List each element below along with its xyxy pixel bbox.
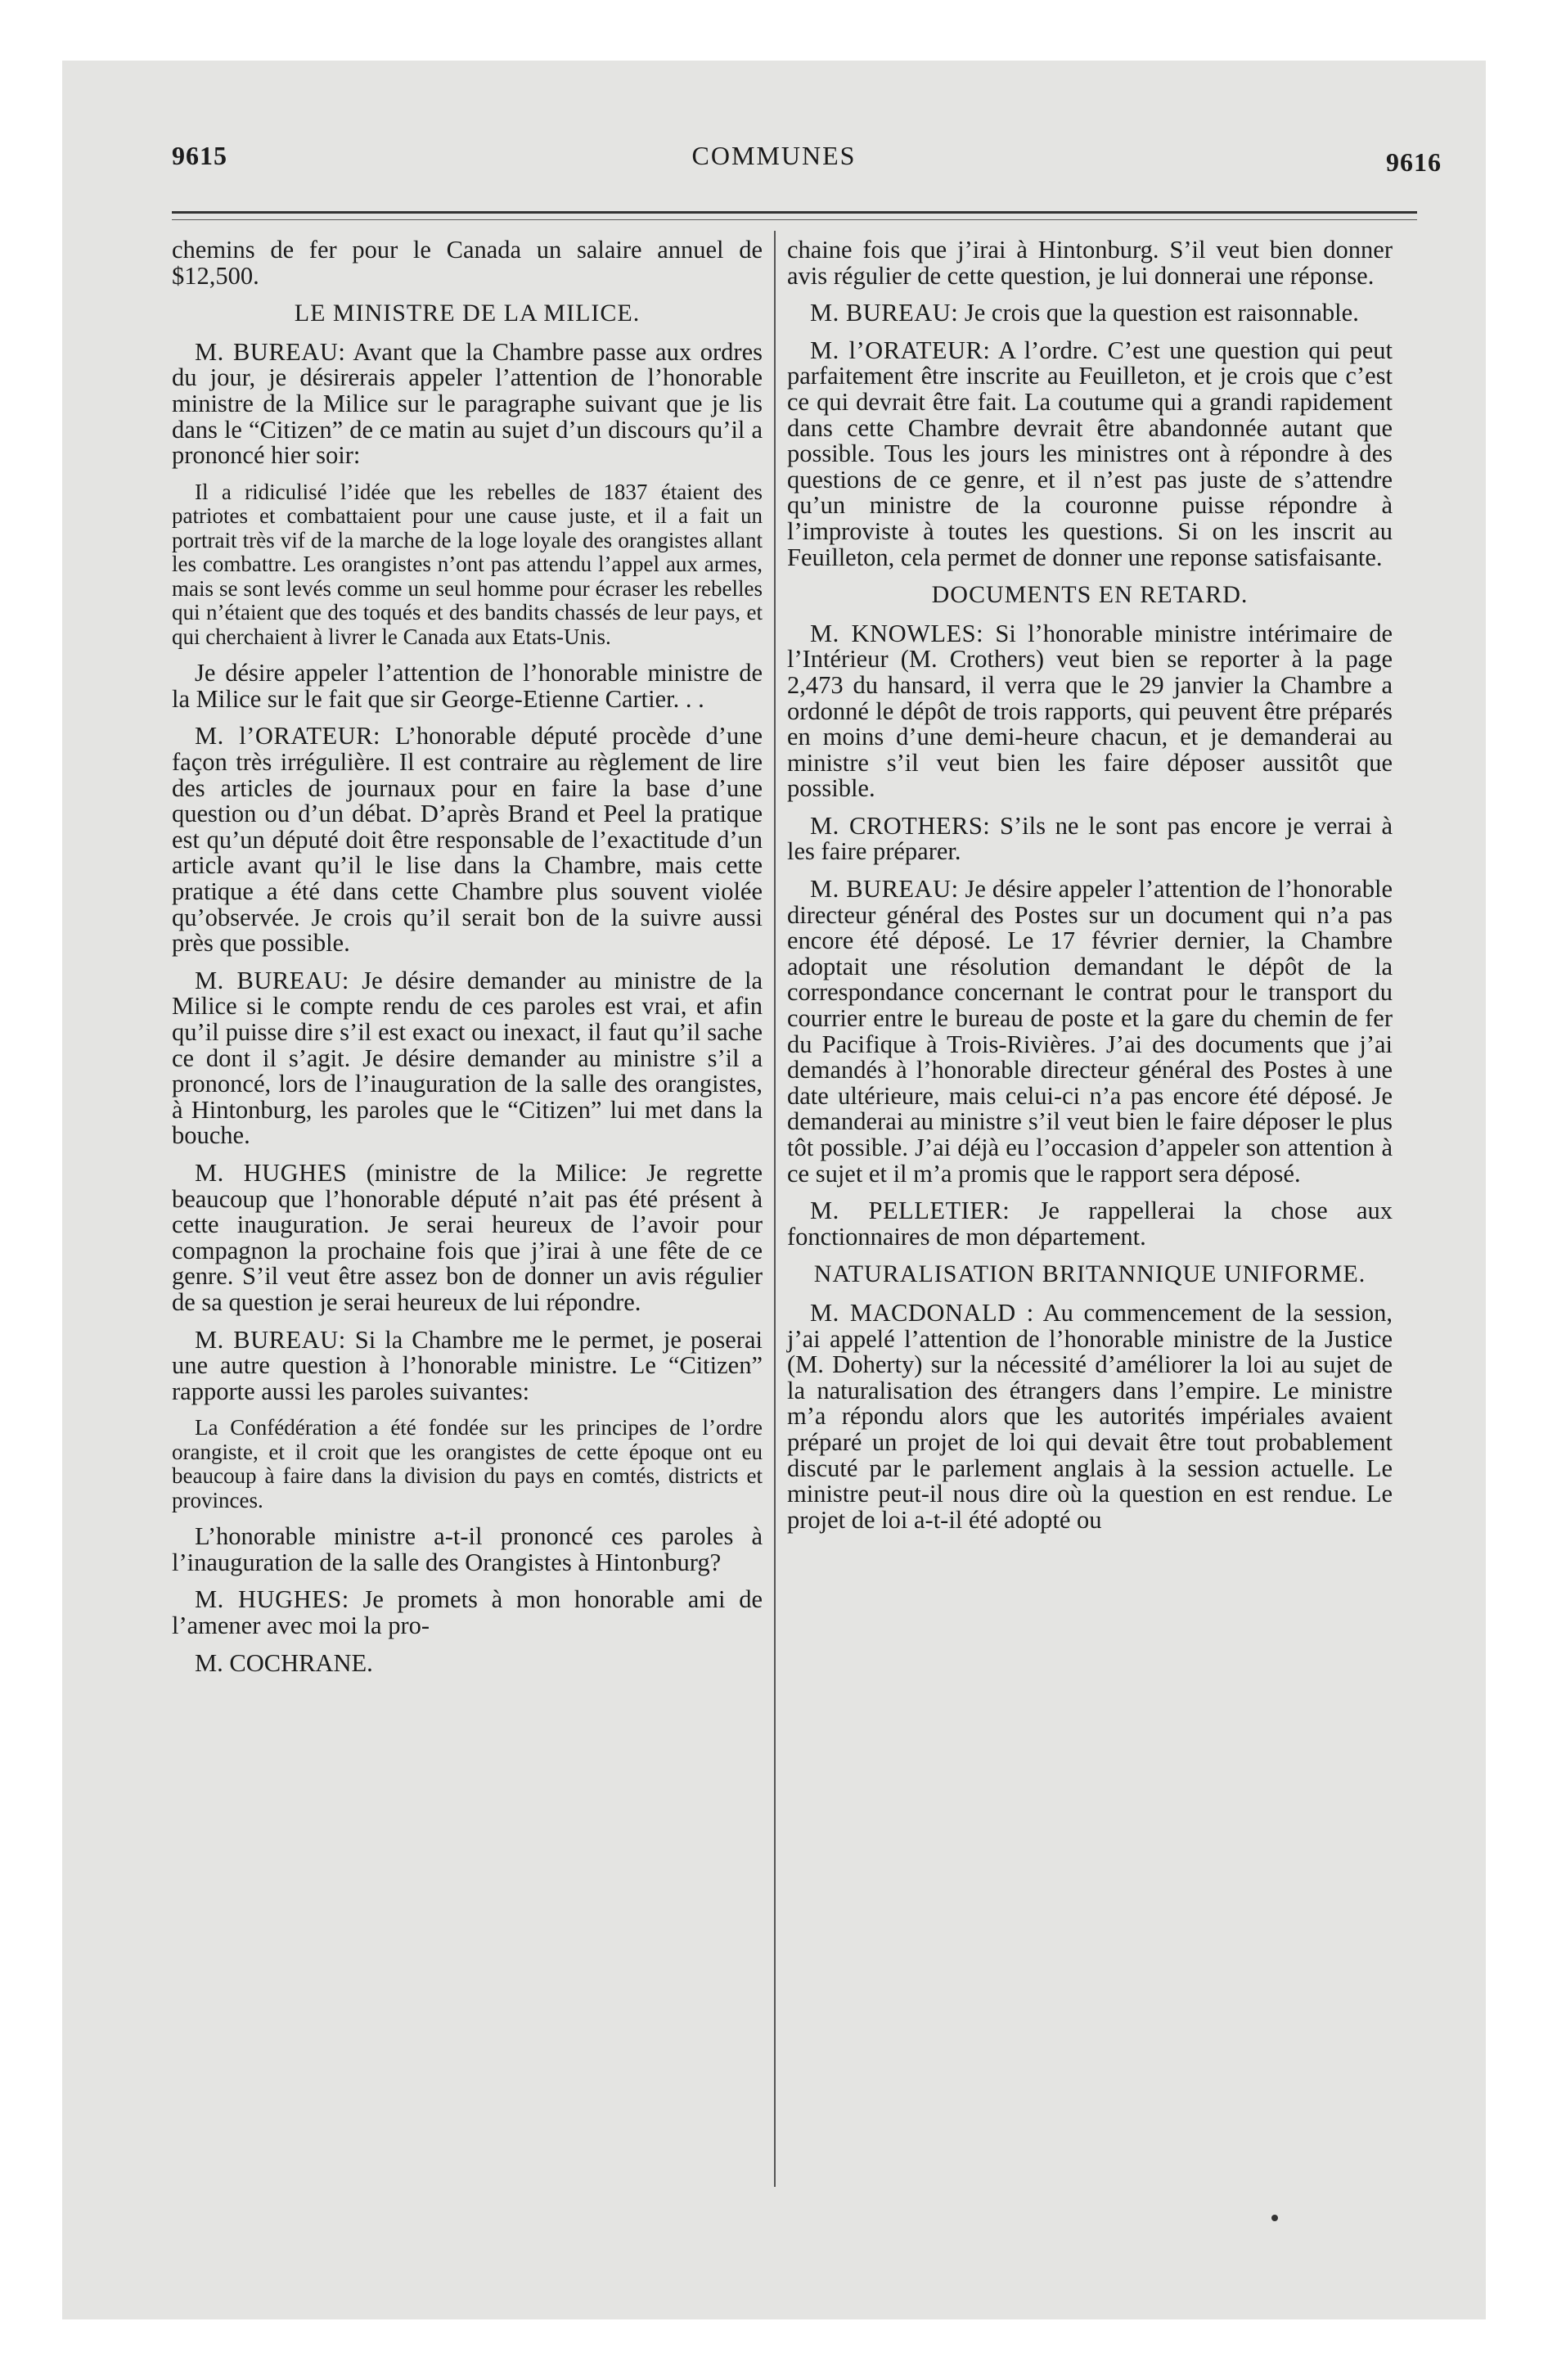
speech-text: Au commencement de la session, j’ai appelé l’attention de l’honorable ministre de la Justice (M. Doherty) sur la nécessité d’améliorer la loi au sujet de la naturalisation des étrangers dans l’empire. Le ministre m’a répondu alors que les autorités impériales avaient préparé un projet de loi qui devait être tout probablement discuté par le parlement anglais à la session actuelle. Le ministre peut-il nous dire où la question en est rendue. Le projet de loi a-t-il été adopté ou [787, 1298, 1393, 1534]
speech-text: Avant que la Chambre passe aux ordres du jour, je désirerais appeler l’attention de l’honorable ministre de la Milice sur le paragraphe suivant que je lis dans le “Citizen” de ce matin au sujet d’un discours qu’il a prononcé hier soir: [172, 337, 763, 470]
speech-text: Je désire appeler l’attention de l’honorable directeur général des Postes sur un document qui n’a pas encore été déposé. Le 17 février dernier, la Chambre adoptait une résolution demandant le dépôt de la correspondance concernant le contrat pour le transport du courrier entre le bureau de poste et la gare du chemin de fer du Pacifique à Trois-Rivières. J’ai des documents que j’ai demandés à l’honorable directeur général des Postes à une date ultérieure, mais celui-ci n’a pas encore été déposé. Je demanderai au ministre s’il veut bien le faire déposer le plus tôt possible. J’ai déjà eu l’occasion d’appeler son attention à ce sujet et il m’a promis que le rapport sera déposé. [787, 875, 1393, 1188]
paragraph: Je désire appeler l’attention de l’honorable ministre de la Milice sur le fait que sir George-Etienne Cartier. . . [172, 659, 763, 713]
speaker-name: M. BUREAU: [195, 966, 349, 994]
page-header [106, 137, 1442, 187]
page-number-right: 9616 [1386, 147, 1442, 177]
paragraph [787, 338, 1393, 570]
section-heading: DOCUMENTS EN RETARD. [931, 581, 1249, 609]
speaker-name: M. CROTHERS: [810, 811, 991, 840]
section-heading: LE MINISTRE DE LA MILICE. [294, 300, 641, 327]
right-column [787, 237, 1393, 1544]
running-title: COMMUNES [691, 141, 857, 170]
left-column [172, 237, 763, 1688]
paragraph [172, 723, 763, 956]
speech-text: S’ils ne le sont pas encore je verrai à les faire préparer. [787, 811, 1393, 866]
speaker-name: M. HUGHES: [195, 1585, 349, 1614]
paragraph [172, 1587, 763, 1639]
paragraph [787, 300, 1393, 327]
speech-text: L’honorable député procède d’une façon très irrégulière. Il est contraire au règlement de lire des articles de journaux pour en faire la base d’une question ou d’un débat. D’après Brand et Peel la pratique est qu’un député doit être responsable de l’exactitude d’un article avant qu’il le lise dans la Chambre, mais cette pratique a été dans cette Chambre plus souvent violée qu’observée. Je crois qu’il serait bon de la suivre aussi près que possible. [172, 722, 763, 958]
speech-text: Si l’honorable ministre intérimaire de l’Intérieur (M. Crothers) veut bien se reporter à la page 2,473 du hansard, il verra que le 29 janvier la Chambre a ordonné le dépôt de trois rapports, qui peuvent être préparés en moins d’une demi-heure chacun, et je demanderai au ministre s’il veut bien les faire déposer aussitôt que possible. [787, 619, 1393, 803]
column-divider [774, 231, 776, 2187]
paragraph: chemins de fer pour le Canada un salaire annuel de $12,500. [172, 236, 763, 290]
speaker-name: M. BUREAU: [810, 299, 959, 327]
speech-text: Je promets à mon honorable ami de l’amener avec moi la pro- [172, 1585, 763, 1640]
paragraph [787, 1300, 1393, 1533]
paragraph [172, 337, 763, 470]
ink-speck [1271, 2215, 1278, 2221]
speech-text: Si la Chambre me le permet, je poserai une autre question à l’honorable ministre. Le “Citizen” rapporte aussi les paroles suivantes: [172, 1325, 763, 1405]
paragraph [172, 968, 763, 1149]
paragraph: chaine fois que j’irai à Hintonburg. S’il veut bien donner avis régulier de cette question, je lui donnerai une réponse. [787, 236, 1393, 290]
header-rule-thick [172, 211, 1417, 214]
speech-text: (ministre de la Milice: Je regrette beaucoup que l’honorable député n’ait pas été présent à cette inauguration. Je serai heureux de l’avoir pour compagnon la prochaine fois que j’irai à une fête de ce genre. S’il veut être assez bon de donner un avis régulier de sa question je serai heureux de lui répondre. [172, 1158, 763, 1316]
speech-text: Je désire demander au ministre de la Milice si le compte rendu de ces paroles est vrai, et afin qu’il puisse dire s’il est exact ou inexact, il faut qu’il sache ce dont il s’agit. Je désire demander au ministre s’il a prononcé, lors de l’inauguration de la salle des orangistes, à Hintonburg, les paroles que le “Citizen” lui met dans la bouche. [172, 966, 763, 1150]
speaker-name: M. KNOWLES: [810, 619, 984, 647]
speaker-name: M. l’ORATEUR: [810, 336, 991, 364]
paragraph [172, 1158, 763, 1316]
paragraph [787, 621, 1393, 802]
speaker-name: M. MACDONALD : [810, 1298, 1034, 1327]
speech-text: A l’ordre. C’est une question qui peut parfaitement être inscrite au Feuilleton, et je crois que c’est ce qui devrait être fait. La coutume qui a grandi rapidement dans cette Chambre devrait être abandonnée autant que possible. Tous les jours les ministres ont à répondre à des questions de ce genre, et il n’est pas juste de s’attendre qu’un ministre de la couronne puisse répondre à l’improviste à toutes les questions. Si on les inscrit au Feuilleton, cela permet de donner une reponse satisfaisante. [787, 336, 1393, 571]
quoted-passage: La Confédération a été fondée sur les principes de l’ordre orangiste, et il croit que les orangistes de cette époque ont eu beaucoup à faire dans la division du pays en comtés, districts et provinces. [172, 1415, 763, 1512]
page-number-left: 9615 [172, 141, 227, 170]
page-signature: M. COCHRANE. [195, 1648, 373, 1677]
speaker-name: M. BUREAU: [195, 1325, 346, 1354]
speaker-name: M. BUREAU: [195, 337, 346, 366]
paragraph: L’honorable ministre a-t-il prononcé ces paroles à l’inauguration de la salle des Orangistes à Hintonburg? [172, 1522, 763, 1576]
section-heading: NATURALISATION BRITANNIQUE UNIFORME. [813, 1260, 1366, 1288]
header-rule-thin [172, 219, 1417, 220]
speaker-name: M. l’ORATEUR: [195, 722, 380, 751]
quoted-passage: Il a ridiculisé l’idée que les rebelles de 1837 étaient des patriotes et combattaient pour une cause juste, et il a fait un portrait très vif de la marche de la loge loyale des orangistes allant les combattre. Les orangistes n’ont pas attendu l’appel aux armes, mais se sont levés comme un seul homme pour écraser les rebelles qui n’étaient que des toqués et des bandits chassés de leur pays, et qui cherchaient à livrer le Canada aux Etats-Unis. [172, 479, 763, 649]
speech-text: Je crois que la question est raisonnable. [964, 299, 1359, 327]
paragraph [787, 877, 1393, 1187]
paragraph [787, 811, 1393, 866]
speaker-name: M. BUREAU: [810, 875, 959, 904]
paragraph [172, 1327, 763, 1405]
paragraph [787, 1198, 1393, 1250]
speaker-name: M. HUGHES [195, 1158, 348, 1187]
speech-text: Je rappellerai la chose aux fonctionnaires de mon département. [787, 1197, 1393, 1251]
speaker-name: M. PELLETIER: [810, 1197, 1010, 1225]
